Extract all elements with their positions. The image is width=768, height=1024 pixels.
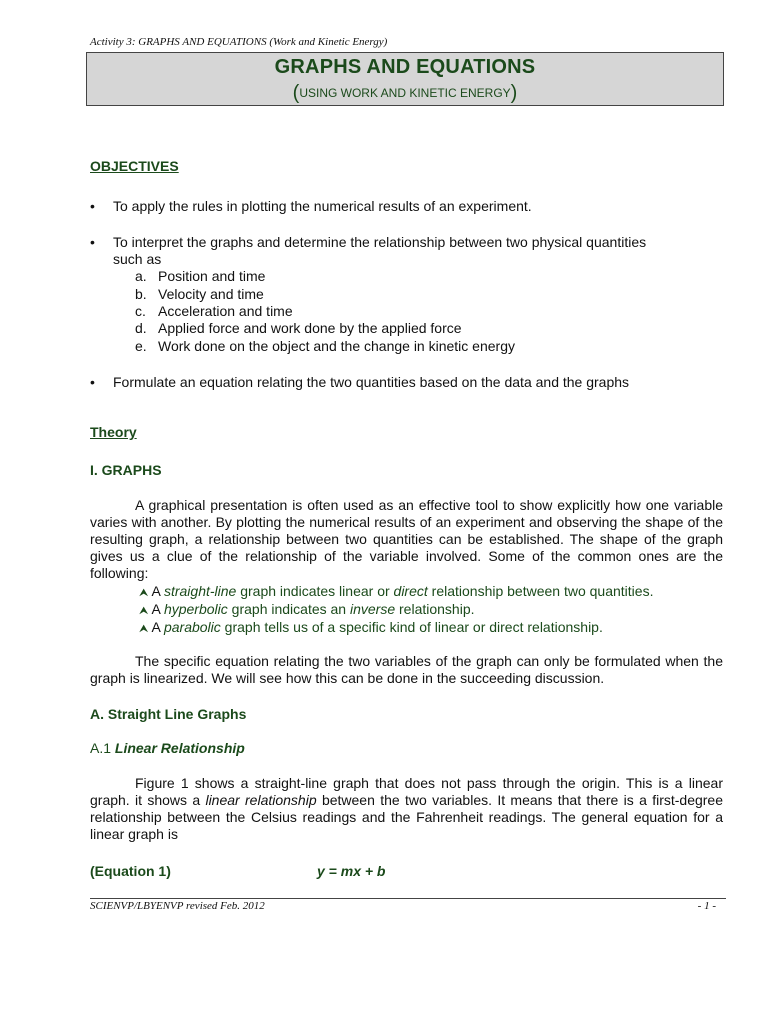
sub-item-marker-e: e. [135, 338, 147, 354]
sub-item-marker-b: b. [135, 286, 147, 302]
graph-type-hyperbolic [139, 601, 475, 620]
objective-1: To apply the rules in plotting the numerical results of an experiment. [113, 198, 532, 214]
graph-type-straight-line [139, 583, 653, 602]
running-header: Activity 3: GRAPHS AND EQUATIONS (Work and Kinetic Energy) [90, 36, 388, 48]
graph-type-text-b: graph indicates linear or [236, 583, 394, 599]
graph-type-emphasis: hyperbolic [163, 601, 228, 617]
graph-type-emphasis-2: direct [393, 583, 428, 599]
graph-type-emphasis-2: inverse [349, 601, 396, 617]
page-footer [90, 898, 726, 912]
subtitle-close-paren: ) [510, 82, 518, 104]
graph-type-text-c: relationship. [395, 601, 475, 617]
graph-type-text-a: A [151, 601, 164, 617]
sub-item-text-d: Applied force and work done by the applied force [158, 320, 462, 336]
objectives-heading: OBJECTIVES [90, 158, 179, 174]
theory-heading: Theory [90, 424, 137, 440]
subtitle-text: USING WORK AND KINETIC ENERGY [299, 86, 511, 100]
graph-type-text-c: relationship between two quantities. [427, 583, 654, 599]
section-number: A.1 [90, 740, 115, 756]
sub-item-marker-c: c. [135, 303, 146, 319]
section-title: Linear Relationship [114, 740, 245, 756]
linear-paragraph [90, 775, 723, 843]
graph-type-text-a: A [151, 583, 164, 599]
graph-type-text-b: graph tells us of a specific kind of linear or direct relationship. [220, 619, 603, 635]
graphs-heading: I. GRAPHS [90, 462, 162, 478]
subtitle-open-paren: ( [292, 82, 300, 104]
sub-item-text-c: Acceleration and time [158, 303, 293, 319]
graph-type-emphasis: parabolic [163, 619, 221, 635]
linear-paragraph-text-b: between the two variables. It means that there is a first-degree relationship between the Celsius readings and the Fahrenheit readings. The general equation for a linear graph is [90, 792, 723, 842]
objective-3: Formulate an equation relating the two quantities based on the data and the graphs [113, 374, 630, 390]
objective-2-line2: such as [113, 251, 162, 267]
linear-paragraph-emphasis: linear relationship [205, 792, 317, 808]
graph-type-emphasis: straight-line [163, 583, 237, 599]
objective-2-line1: To interpret the graphs and determine the relationship between two physical quantities [113, 234, 647, 250]
sub-item-text-b: Velocity and time [158, 286, 264, 302]
bullet-1: • [90, 198, 95, 214]
title-box [86, 52, 724, 106]
linear-paragraph-text-a: Figure 1 shows a straight-line graph that does not pass through the origin. This is a linear graph. it shows a [90, 775, 723, 808]
sub-item-text-a: Position and time [158, 268, 266, 284]
graphs-paragraph-2: The specific equation relating the two variables of the graph can only be formulated when the graph is linearized. We will see how this can be done in the succeeding discussion. [90, 653, 723, 686]
arrow-bullet-icon: ⮝ [139, 587, 149, 599]
sub-item-marker-d: d. [135, 320, 147, 336]
graph-type-text-b: graph indicates an [227, 601, 350, 617]
equation-1: y = mx + b [317, 863, 386, 879]
arrow-bullet-icon: ⮝ [139, 623, 149, 635]
graph-type-text-a: A [151, 619, 164, 635]
page-number: - 1 - [697, 900, 716, 912]
bullet-2: • [90, 234, 95, 250]
sub-item-text-e: Work done on the object and the change in kinetic energy [158, 338, 515, 354]
graph-type-parabolic [139, 619, 603, 638]
arrow-bullet-icon: ⮝ [139, 605, 149, 617]
graphs-paragraph-1: A graphical presentation is often used as an effective tool to show explicitly how one variable varies with another. By plotting the numerical results of an experiment and observing the shape of the resulting graph, a relationship between two quantities can be established. The shape of the graph gives us a clue of the relationship of the variable involved. Some of the common ones are the following: [90, 497, 723, 581]
bullet-3: • [90, 374, 95, 390]
sub-item-marker-a: a. [135, 268, 147, 284]
linear-relationship-heading [90, 740, 245, 757]
equation-label: (Equation 1) [90, 863, 171, 879]
straight-line-graphs-heading: A. Straight Line Graphs [90, 706, 247, 722]
footer-course-code: SCIENVP/LBYENVP revised Feb. 2012 [90, 900, 265, 912]
document-subtitle [87, 82, 723, 105]
document-title: GRAPHS AND EQUATIONS [274, 56, 536, 78]
